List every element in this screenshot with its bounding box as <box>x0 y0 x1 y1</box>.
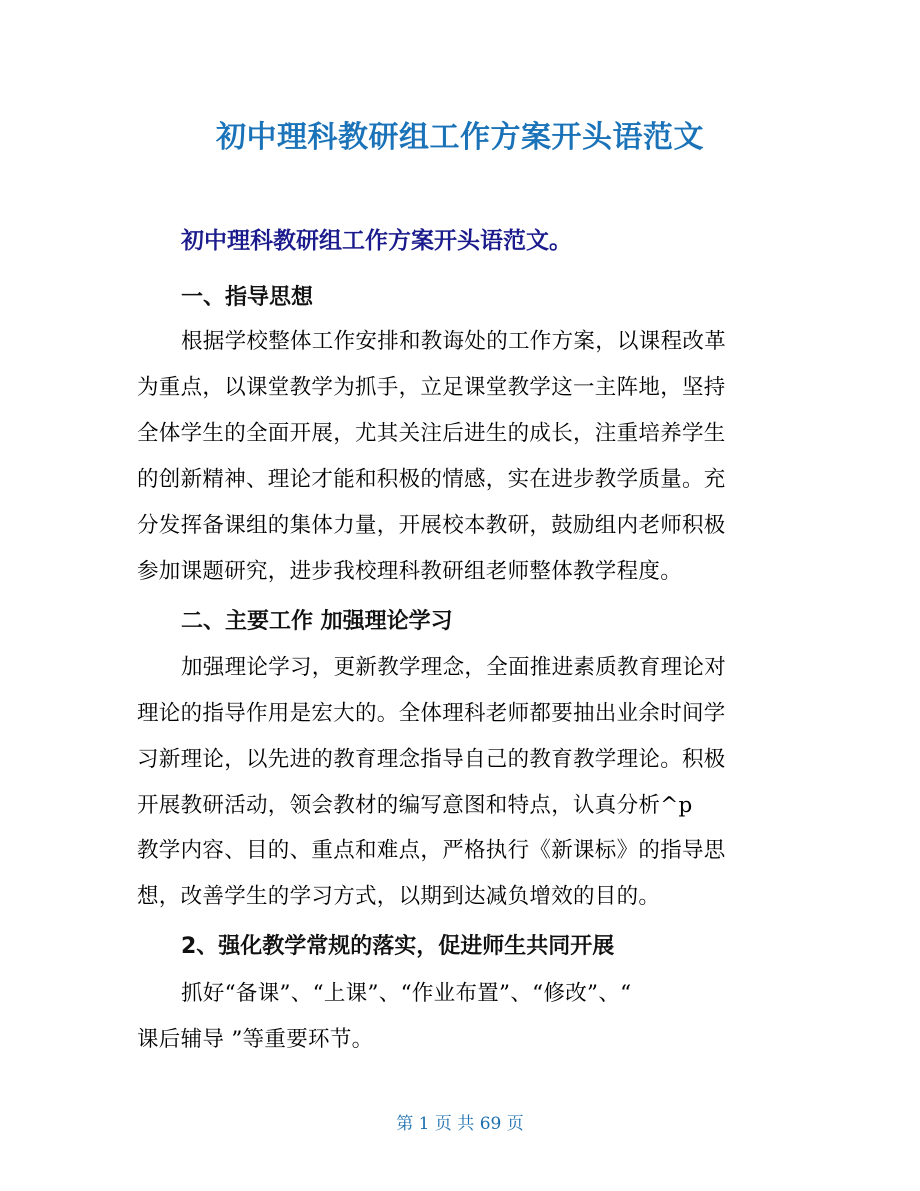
section-heading-guiding-ideology: 一、指导思想 <box>181 285 314 310</box>
document-title: 初中理科教研组工作方案开头语范文 <box>216 120 704 155</box>
paragraph-line: 根据学校整体工作安排和教诲处的工作方案，以课程改革 <box>181 329 727 354</box>
paragraph-line: 开展教研活动，领会教材的编写意图和特点，认真分析^p <box>137 793 693 818</box>
paragraph-line: 分发挥备课组的集体力量，开展校本教研，鼓励组内老师积极 <box>137 513 726 538</box>
paragraph-line: 课后辅导 ”等重要环节。 <box>137 1027 374 1052</box>
paragraph-line: 抓好“备课”、“上课”、“作业布置”、“修改”、“ <box>181 981 632 1006</box>
paragraph-line: 全体学生的全面开展，尤其关注后进生的成长，注重培养学生 <box>137 421 726 446</box>
paragraph-line: 教学内容、目的、重点和难点，严格执行《新课标》的指导思 <box>137 838 726 863</box>
paragraph-line: 理论的指导作用是宏大的。全体理科老师都要抽出业余时间学 <box>137 701 726 726</box>
section-heading-teaching-routine: 2、强化教学常规的落实，促进师生共同开展 <box>181 934 615 959</box>
document-subtitle: 初中理科教研组工作方案开头语范文。 <box>181 228 572 254</box>
page-footer: 第 1 页 共 69 页 <box>396 1114 524 1134</box>
paragraph-line: 为重点，以课堂教学为抓手，立足课堂教学这一主阵地，坚持 <box>137 375 726 400</box>
section-heading-main-work: 二、主要工作 加强理论学习 <box>181 609 453 634</box>
paragraph-line: 的创新精神、理论才能和积极的情感，实在进步教学质量。充 <box>137 467 726 492</box>
paragraph-line: 加强理论学习，更新教学理念，全面推进素质教育理论对 <box>181 655 727 680</box>
paragraph-line: 参加课题研究，进步我校理科教研组老师整体教学程度。 <box>137 559 683 584</box>
paragraph-line: 想，改善学生的学习方式，以期到达减负增效的目的。 <box>137 884 661 909</box>
paragraph-line: 习新理论，以先进的教育理念指导自己的教育教学理论。积极 <box>137 747 726 772</box>
